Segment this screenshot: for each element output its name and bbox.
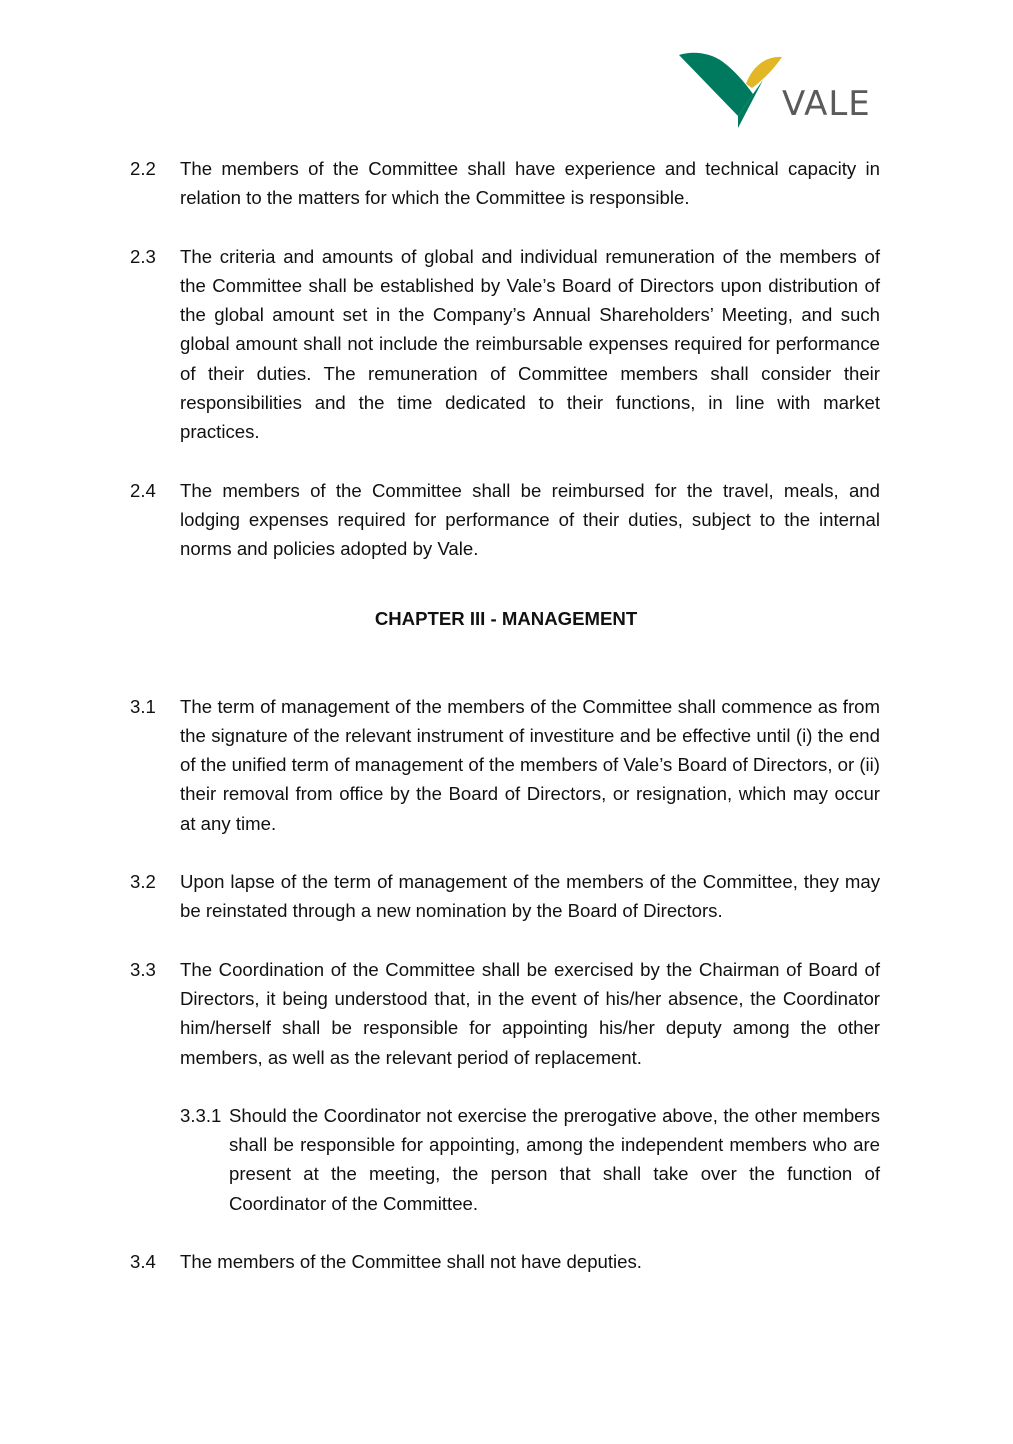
clause-number: 3.1 [130,695,156,717]
clause-text: The members of the Committee shall be reimbursed for the travel, meals, and lodging expenses required for performance of their duties, subject to the internal norms and policies adopted by Vale. [180,479,880,560]
clause-text: The Coordination of the Committee shall be exercised by the Chairman of Board of Directors, it being understood that, in the event of his/her absence, the Coordinator him/herself shall be responsible for appointing his/her deputy among the other members, as well as the relevant period of replacement. [180,958,880,1068]
clause-2-3 [130,242,880,447]
vale-logo [678,50,880,130]
clause-2-4 [130,476,880,564]
clause-3-3-1 [130,1101,880,1218]
logo-wordmark: VALE [782,84,871,124]
clause-number: 3.3.1 [180,1104,222,1126]
clause-text: Upon lapse of the term of management of the members of the Committee, they may be reinstated through a new nomination by the Board of Directors. [180,871,880,922]
clause-number: 2.4 [130,479,156,501]
clause-3-1 [130,692,880,838]
logo-green-shape [679,53,753,116]
document-body [130,154,880,1305]
clause-text: The criteria and amounts of global and individual remuneration of the members of the Committee shall be established by Vale’s Board of Directors upon distribution of the global amount set in the Company’s Annual Shareholders’ Meeting, and such global amount shall not include the reimbursable expenses required for performance of their duties. The remuneration of Committee members shall consider their responsibilities and the time dedicated to their functions, in line with market practices. [180,245,880,443]
clause-2-2 [130,154,880,213]
clause-number: 2.2 [130,158,156,179]
clause-number: 3.4 [130,1251,156,1273]
clause-number: 3.3 [130,958,156,980]
clause-number: 3.2 [130,871,156,893]
clause-3-2 [130,867,880,926]
clause-text: Should the Coordinator not exercise the prerogative above, the other members shall be responsible for appointing, among the independent members who are present at the meeting, the person that shall take over the function of Coordinator of the Committee. [229,1104,880,1214]
vale-logo-icon [678,50,880,130]
clause-text: The members of the Committee shall not have deputies. [180,1251,642,1273]
clause-text: The term of management of the members of the Committee shall commence as from the signature of the relevant instrument of investiture and be effective until (i) the end of the unified term of management of the members of Vale’s Board of Directors, or (ii) their removal from office by the Board of Directors, or resignation, which may occur at any time. [180,695,880,834]
clause-number: 2.3 [130,245,156,267]
logo-yellow-shape [746,57,782,88]
clause-3-4 [130,1247,880,1276]
clause-3-3 [130,955,880,1072]
chapter-heading: CHAPTER III - MANAGEMENT [374,607,638,629]
clause-text: The members of the Committee shall have experience and technical capacity in relation to the matters for which the Committee is responsible. [180,158,880,209]
